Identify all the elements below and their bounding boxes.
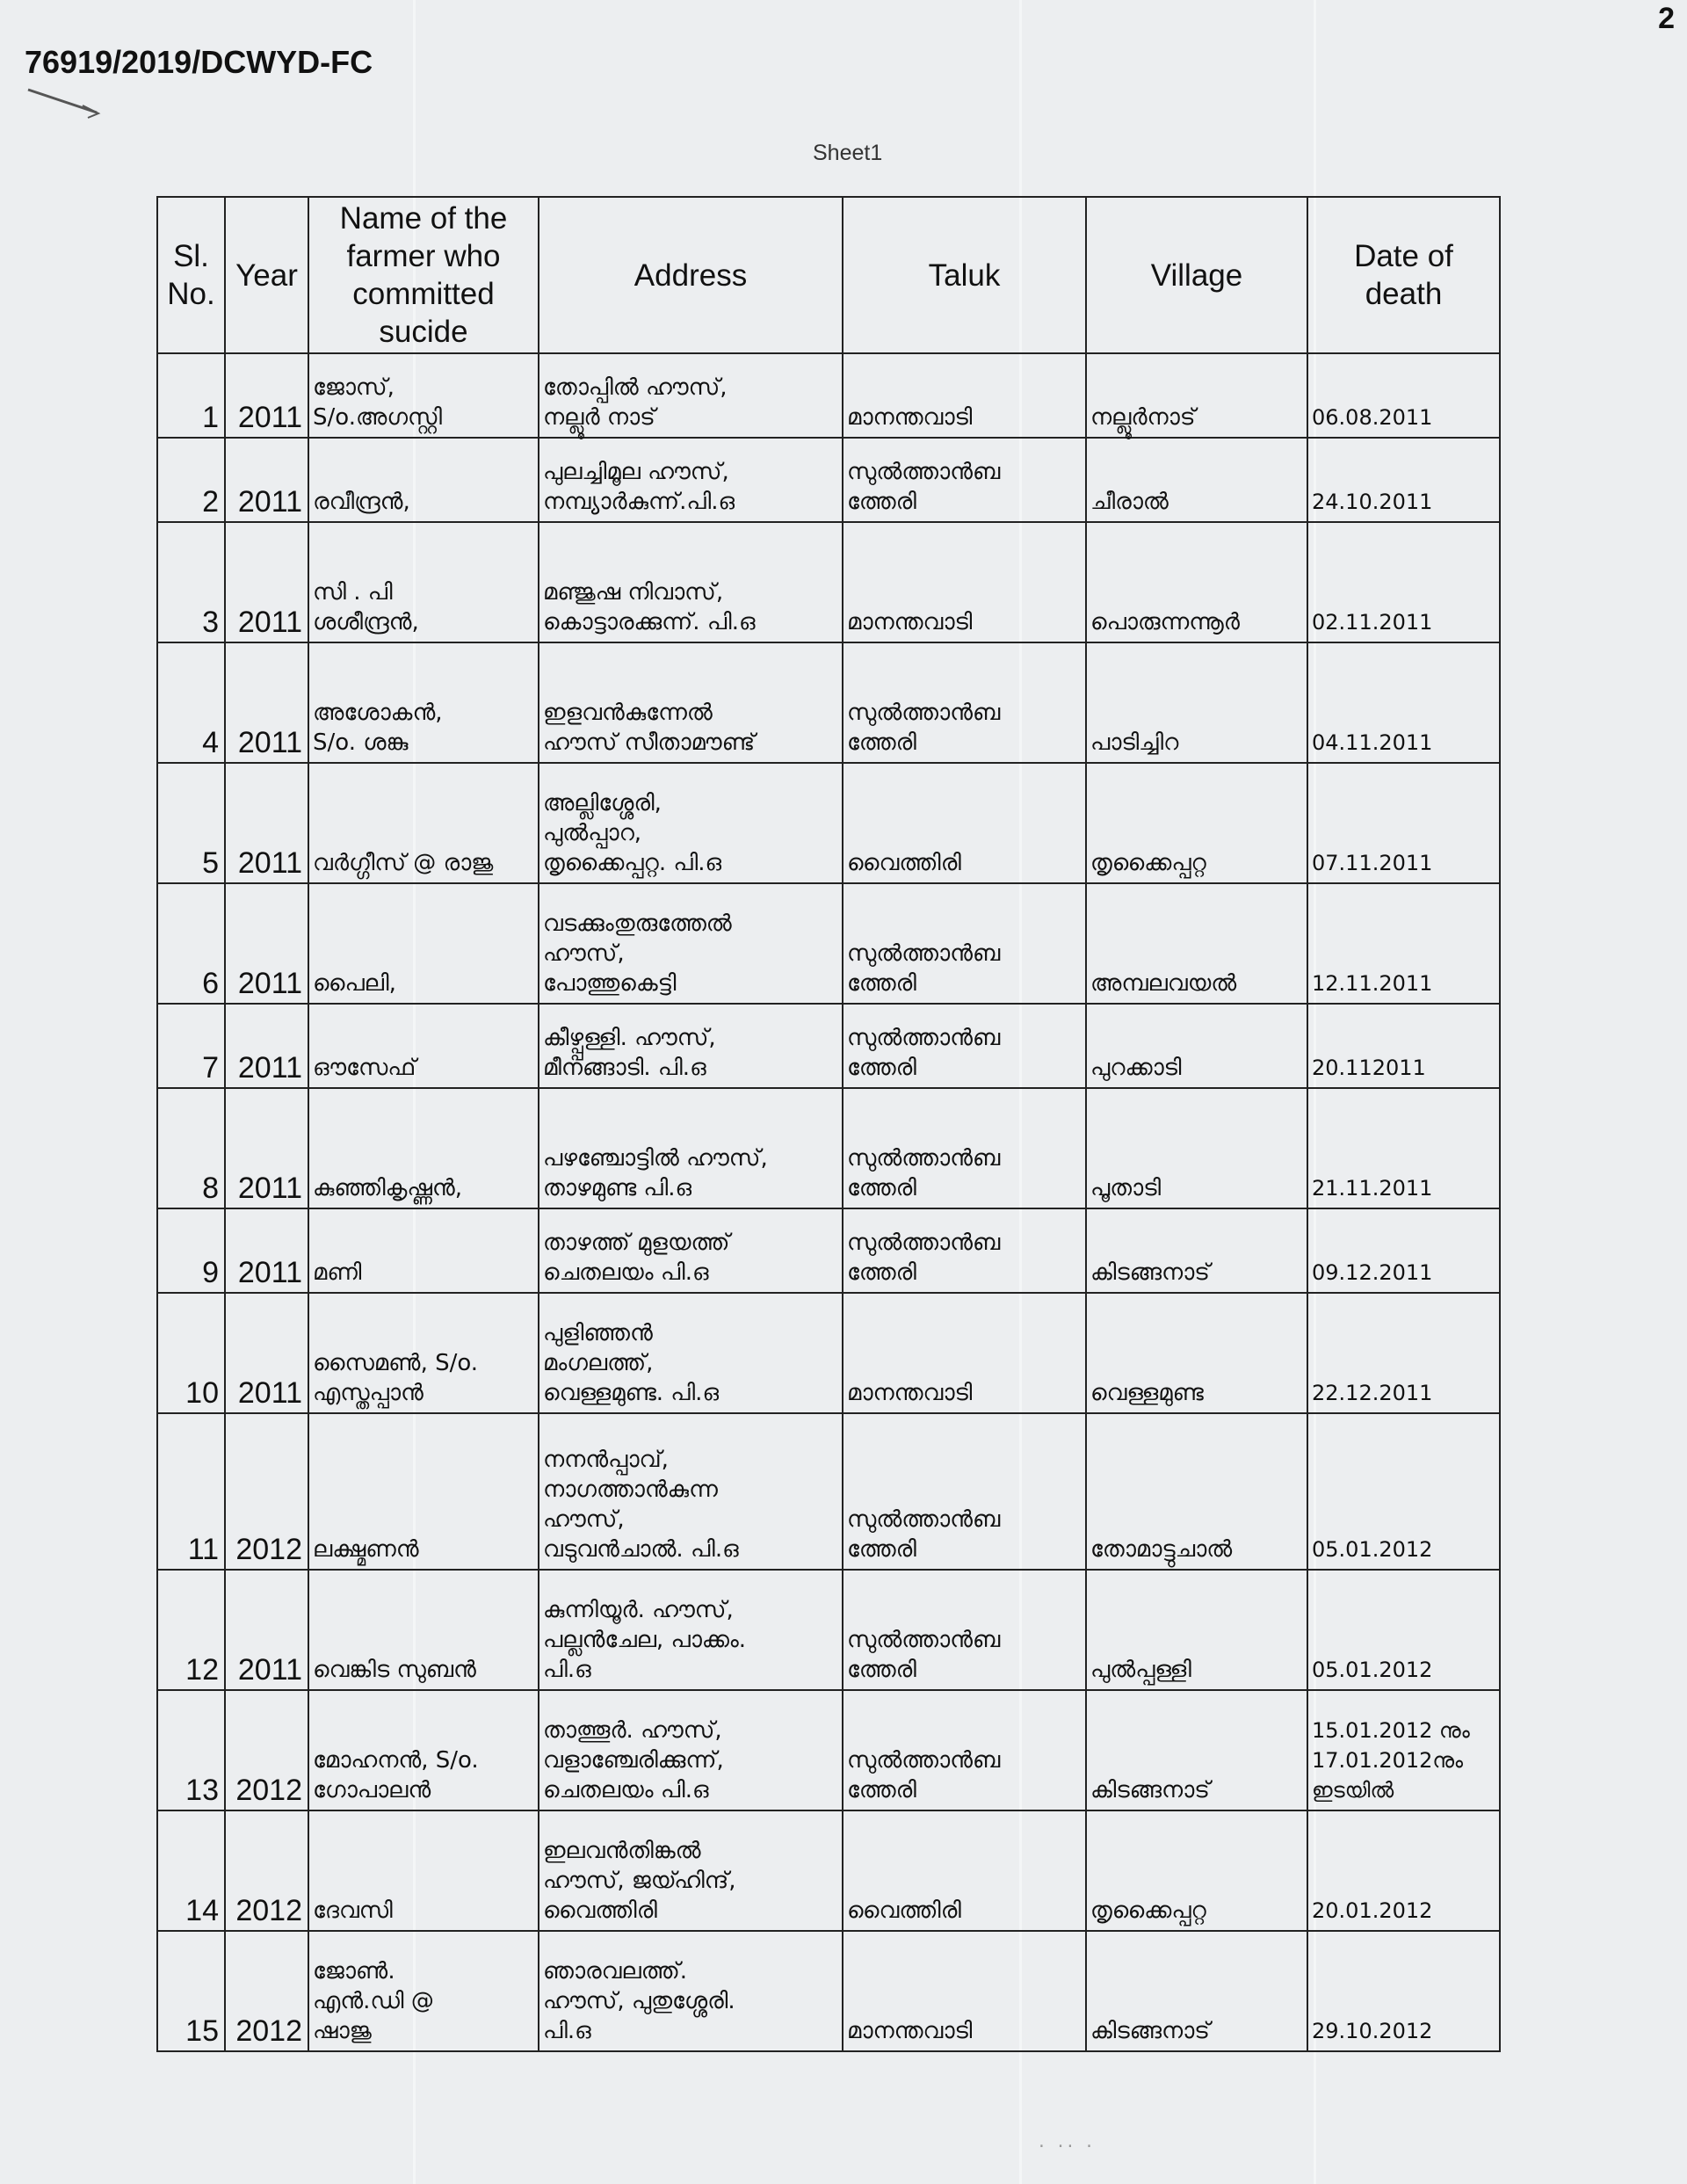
- date-of-death-text: 21.11.2011: [1312, 1176, 1433, 1201]
- year-text: 2011: [237, 1376, 302, 1410]
- column-header-address: Address: [539, 197, 843, 353]
- cell-taluk: [843, 1690, 1086, 1810]
- cell-date-of-death: [1307, 353, 1500, 438]
- taluk-text: സുൽത്താൻബ ത്തേരി: [847, 1627, 1001, 1683]
- address-text: താഴത്ത് മുളയത്ത് ചെതലയം പി.ഒ: [543, 1230, 730, 1286]
- cell-farmer-name: [308, 522, 539, 642]
- cell-taluk: [843, 883, 1086, 1004]
- table-row: [157, 883, 1500, 1004]
- farmer-name-text: ലക്ഷ്മണൻ: [313, 1536, 419, 1563]
- column-header-sl-no: Sl. No.: [157, 197, 225, 353]
- year-text: 2011: [237, 606, 302, 639]
- village-text: പൊരുന്നന്നൂർ: [1090, 609, 1240, 635]
- village-text: തൃക്കൈപ്പറ്റ: [1090, 850, 1206, 876]
- cell-taluk: [843, 1810, 1086, 1931]
- cell-address: [539, 1690, 843, 1810]
- cell-date-of-death: [1307, 883, 1500, 1004]
- cell-sl-no: [157, 1931, 225, 2051]
- sl-no-text: 11: [187, 1533, 219, 1566]
- taluk-text: സുൽത്താൻബ ത്തേരി: [847, 700, 1001, 756]
- cell-date-of-death: [1307, 642, 1500, 763]
- cell-village: [1086, 1208, 1307, 1293]
- cell-taluk: [843, 1004, 1086, 1088]
- year-text: 2012: [235, 2014, 302, 2048]
- cell-farmer-name: [308, 353, 539, 438]
- farmer-name-text: പൈലി,: [313, 970, 396, 997]
- cell-village: [1086, 1004, 1307, 1088]
- taluk-text: സുൽത്താൻബ ത്തേരി: [847, 1025, 1001, 1081]
- cell-date-of-death: [1307, 1570, 1500, 1690]
- table-row: [157, 1570, 1500, 1690]
- farmer-name-text: മണി: [313, 1259, 362, 1286]
- cell-date-of-death: [1307, 522, 1500, 642]
- cell-sl-no: [157, 642, 225, 763]
- cell-date-of-death: [1307, 1810, 1500, 1931]
- farmer-suicide-table: [156, 196, 1501, 2052]
- cell-sl-no: [157, 1088, 225, 1208]
- date-of-death-text: 29.10.2012: [1312, 2019, 1433, 2043]
- address-text: പഴഞ്ചോട്ടിൽ ഹൗസ്, താഴമുണ്ട പി.ഒ: [543, 1145, 768, 1201]
- cell-date-of-death: [1307, 1293, 1500, 1413]
- address-text: കീഴ്പ്പള്ളി. ഹൗസ്, മീനങ്ങാടി. പി.ഒ: [543, 1025, 716, 1081]
- address-text: നനൻപ്പാവ്, നാഗത്താൻകുന്ന ഹൗസ്, വടുവൻചാൽ. പി.ഒ: [543, 1447, 739, 1563]
- address-text: ഞാരവലത്ത്. ഹൗസ്, പുതുശ്ശേരി. പി.ഒ: [543, 1958, 735, 2044]
- cell-year: [225, 353, 308, 438]
- sl-no-text: 7: [202, 1051, 219, 1085]
- taluk-text: മാനന്തവാടി: [847, 2018, 973, 2044]
- farmer-name-text: മോഹനൻ, S/o. ഗോപാലൻ: [313, 1747, 479, 1803]
- table-row: [157, 1413, 1500, 1570]
- cell-taluk: [843, 763, 1086, 883]
- cell-farmer-name: [308, 1088, 539, 1208]
- cell-year: [225, 883, 308, 1004]
- cell-year: [225, 1004, 308, 1088]
- village-text: ചീരാൽ: [1090, 489, 1169, 515]
- cell-sl-no: [157, 1413, 225, 1570]
- table-row: [157, 522, 1500, 642]
- cell-taluk: [843, 522, 1086, 642]
- cell-address: [539, 883, 843, 1004]
- column-header-village: Village: [1086, 197, 1307, 353]
- cell-farmer-name: [308, 438, 539, 522]
- sl-no-text: 14: [185, 1894, 219, 1927]
- cell-date-of-death: [1307, 1931, 1500, 2051]
- cell-village: [1086, 438, 1307, 522]
- page-number: 2: [1658, 2, 1675, 35]
- cell-date-of-death: [1307, 1004, 1500, 1088]
- cell-sl-no: [157, 763, 225, 883]
- farmer-name-text: വർഗ്ഗീസ് @ രാജു: [313, 850, 494, 876]
- date-of-death-text: 07.11.2011: [1312, 851, 1433, 875]
- village-text: കിടങ്ങനാട്: [1090, 1777, 1210, 1803]
- cell-village: [1086, 522, 1307, 642]
- taluk-text: സുൽത്താൻബ ത്തേരി: [847, 1145, 1001, 1201]
- cell-sl-no: [157, 1004, 225, 1088]
- cell-year: [225, 1690, 308, 1810]
- village-text: തൃക്കൈപ്പറ്റ: [1090, 1897, 1206, 1924]
- year-text: 2012: [235, 1774, 302, 1807]
- cell-farmer-name: [308, 883, 539, 1004]
- cell-sl-no: [157, 1690, 225, 1810]
- farmer-name-text: ജോസ്, S/o.അഗസ്റ്റി: [313, 374, 442, 431]
- table-row: [157, 1690, 1500, 1810]
- cell-date-of-death: [1307, 1413, 1500, 1570]
- address-text: ഇളവൻകുന്നേൽ ഹൗസ് സീതാമൗണ്ട്: [543, 700, 756, 756]
- village-text: തോമാട്ടുചാൽ: [1090, 1536, 1233, 1563]
- cell-village: [1086, 1293, 1307, 1413]
- village-text: കിടങ്ങനാട്: [1090, 1259, 1210, 1286]
- cell-address: [539, 1293, 843, 1413]
- cell-sl-no: [157, 522, 225, 642]
- cell-village: [1086, 1810, 1307, 1931]
- sl-no-text: 5: [202, 846, 219, 880]
- farmer-name-text: ദേവസി: [313, 1897, 393, 1924]
- cell-taluk: [843, 1931, 1086, 2051]
- year-text: 2012: [235, 1894, 302, 1927]
- table-row: [157, 642, 1500, 763]
- sl-no-text: 10: [185, 1376, 219, 1410]
- table-row: [157, 438, 1500, 522]
- sl-no-text: 1: [202, 401, 219, 434]
- taluk-text: വൈത്തിരി: [847, 850, 961, 876]
- cell-taluk: [843, 353, 1086, 438]
- village-text: പുറക്കാടി: [1090, 1055, 1182, 1081]
- cell-date-of-death: [1307, 1690, 1500, 1810]
- date-of-death-text: 05.01.2012: [1312, 1658, 1433, 1682]
- farmer-name-text: സി . പി ശശീന്ദ്രൻ,: [313, 579, 419, 635]
- year-text: 2011: [237, 485, 302, 519]
- year-text: 2011: [237, 967, 302, 1000]
- village-text: നല്ലൂർനാട്: [1090, 404, 1196, 431]
- cell-farmer-name: [308, 1293, 539, 1413]
- taluk-text: മാനന്തവാടി: [847, 609, 973, 635]
- cell-farmer-name: [308, 1931, 539, 2051]
- cell-year: [225, 1413, 308, 1570]
- arrow-icon: [26, 84, 105, 120]
- date-of-death-text: 09.12.2011: [1312, 1260, 1433, 1285]
- address-text: താത്തൂർ. ഹൗസ്, വളാഞ്ചേരിക്കുന്ന്, ചെതലയം പി.ഒ: [543, 1717, 724, 1803]
- address-text: പുലച്ചിമൂല ഹൗസ്, നമ്പ്യാർകുന്ന്.പി.ഒ: [543, 459, 735, 515]
- cell-taluk: [843, 1570, 1086, 1690]
- cell-farmer-name: [308, 763, 539, 883]
- cell-farmer-name: [308, 1004, 539, 1088]
- cell-farmer-name: [308, 1413, 539, 1570]
- date-of-death-text: 02.11.2011: [1312, 610, 1433, 635]
- sl-no-text: 2: [202, 485, 219, 519]
- table-row: [157, 1088, 1500, 1208]
- cell-sl-no: [157, 353, 225, 438]
- table-row: [157, 1293, 1500, 1413]
- taluk-text: സുൽത്താൻബ ത്തേരി: [847, 459, 1001, 515]
- village-text: വെള്ളമുണ്ട: [1090, 1380, 1204, 1406]
- date-of-death-text: 05.01.2012: [1312, 1537, 1433, 1562]
- date-of-death-text: 12.11.2011: [1312, 971, 1433, 996]
- taluk-text: മാനന്തവാടി: [847, 1380, 973, 1406]
- date-of-death-text: 04.11.2011: [1312, 730, 1433, 755]
- cell-address: [539, 1208, 843, 1293]
- cell-date-of-death: [1307, 763, 1500, 883]
- year-text: 2012: [235, 1533, 302, 1566]
- column-header-year: Year: [225, 197, 308, 353]
- cell-village: [1086, 1413, 1307, 1570]
- cell-year: [225, 1293, 308, 1413]
- farmer-name-text: ഔസേഫ്: [313, 1055, 416, 1081]
- sl-no-text: 4: [202, 726, 219, 759]
- date-of-death-text: 22.12.2011: [1312, 1381, 1433, 1405]
- cell-sl-no: [157, 1208, 225, 1293]
- cell-address: [539, 353, 843, 438]
- address-text: ഇലവൻതിങ്കൽ ഹൗസ്, ജയ്ഹിന്ദ്, വൈത്തിരി: [543, 1838, 736, 1924]
- cell-address: [539, 763, 843, 883]
- address-text: കുന്നിയൂർ. ഹൗസ്, പല്ലൻചേല, പാക്കം. പി.ഒ: [543, 1597, 747, 1683]
- cell-date-of-death: [1307, 438, 1500, 522]
- sheet-label: Sheet1: [813, 141, 883, 165]
- table-header-row: [157, 197, 1500, 353]
- taluk-text: മാനന്തവാടി: [847, 404, 973, 431]
- village-text: പൂതാടി: [1090, 1175, 1162, 1201]
- cell-year: [225, 642, 308, 763]
- cell-date-of-death: [1307, 1208, 1500, 1293]
- cell-year: [225, 763, 308, 883]
- address-text: മഞ്ജുഷ നിവാസ്, കൊട്ടാരക്കുന്ന്. പി.ഒ: [543, 579, 756, 635]
- farmer-name-text: സൈമൺ, S/o. എസ്തപ്പാൻ: [313, 1350, 479, 1406]
- taluk-text: സുൽത്താൻബ ത്തേരി: [847, 1230, 1001, 1286]
- address-text: വടക്കുംതുരുത്തേൽ ഹൗസ്, പോത്തുകെട്ടി: [543, 911, 732, 997]
- farmer-name-text: അശോകൻ, S/o. ശങ്കു: [313, 700, 443, 756]
- year-text: 2011: [237, 1653, 302, 1687]
- cell-sl-no: [157, 1810, 225, 1931]
- cell-address: [539, 438, 843, 522]
- cell-taluk: [843, 642, 1086, 763]
- year-text: 2011: [237, 1256, 302, 1289]
- cell-farmer-name: [308, 1810, 539, 1931]
- taluk-text: വൈത്തിരി: [847, 1897, 961, 1924]
- column-header-date-of-death: Date of death: [1307, 197, 1500, 353]
- address-text: തോപ്പിൽ ഹൗസ്, നല്ലൂർ നാട്: [543, 374, 728, 431]
- taluk-text: സുൽത്താൻബ ത്തേരി: [847, 940, 1001, 997]
- year-text: 2011: [237, 401, 302, 434]
- sl-no-text: 8: [202, 1172, 219, 1205]
- sl-no-text: 12: [185, 1653, 219, 1687]
- farmer-name-text: രവീന്ദ്രൻ,: [313, 489, 410, 515]
- column-header-name: Name of the farmer who committed sucide: [308, 197, 539, 353]
- cell-sl-no: [157, 438, 225, 522]
- table-row: [157, 1810, 1500, 1931]
- cell-year: [225, 1088, 308, 1208]
- cell-address: [539, 1413, 843, 1570]
- cell-taluk: [843, 1208, 1086, 1293]
- cell-year: [225, 1931, 308, 2051]
- cell-village: [1086, 1931, 1307, 2051]
- cell-date-of-death: [1307, 1088, 1500, 1208]
- farmer-name-text: വെങ്കിട സുബൻ: [313, 1657, 476, 1683]
- date-of-death-text: 20.01.2012: [1312, 1898, 1433, 1923]
- farmer-name-text: കുഞ്ഞികൃഷ്ണൻ,: [313, 1175, 462, 1201]
- cell-sl-no: [157, 883, 225, 1004]
- cell-address: [539, 1088, 843, 1208]
- cell-village: [1086, 883, 1307, 1004]
- date-of-death-text: 15.01.2012 നും 17.01.2012നും ഇടയിൽ: [1312, 1718, 1470, 1803]
- cell-village: [1086, 353, 1307, 438]
- village-text: അമ്പലവയൽ: [1090, 970, 1237, 997]
- village-text: പാടിച്ചിറ: [1090, 729, 1179, 756]
- date-of-death-text: 06.08.2011: [1312, 405, 1433, 430]
- date-of-death-text: 20.112011: [1312, 1056, 1426, 1080]
- cell-taluk: [843, 1293, 1086, 1413]
- cell-farmer-name: [308, 642, 539, 763]
- table-row: [157, 353, 1500, 438]
- cell-address: [539, 1810, 843, 1931]
- cell-farmer-name: [308, 1570, 539, 1690]
- farmer-name-text: ജോൺ. എൻ.ഡി @ ഷാജു: [313, 1958, 434, 2044]
- taluk-text: സുൽത്താൻബ ത്തേരി: [847, 1506, 1001, 1563]
- year-text: 2011: [237, 1051, 302, 1085]
- cell-village: [1086, 1570, 1307, 1690]
- year-text: 2011: [237, 726, 302, 759]
- address-text: പുളിഞ്ഞൻ മംഗലത്ത്, വെള്ളമുണ്ട. പി.ഒ: [543, 1320, 720, 1406]
- cell-village: [1086, 642, 1307, 763]
- cell-year: [225, 1208, 308, 1293]
- year-text: 2011: [237, 846, 302, 880]
- cell-address: [539, 1004, 843, 1088]
- sl-no-text: 6: [202, 967, 219, 1000]
- cell-farmer-name: [308, 1690, 539, 1810]
- cell-sl-no: [157, 1293, 225, 1413]
- table-row: [157, 1004, 1500, 1088]
- sl-no-text: 3: [202, 606, 219, 639]
- cell-taluk: [843, 1413, 1086, 1570]
- village-text: പുൽപ്പള്ളി: [1090, 1657, 1191, 1683]
- cell-address: [539, 1931, 843, 2051]
- scan-mark: · ·· ·: [1037, 2137, 1095, 2156]
- table-row: [157, 1208, 1500, 1293]
- address-text: അല്ലിശ്ശേരി, പുൽപ്പാറ, തൃക്കൈപ്പറ്റ. പി.ഒ: [543, 790, 722, 876]
- cell-year: [225, 438, 308, 522]
- date-of-death-text: 24.10.2011: [1312, 490, 1433, 514]
- sl-no-text: 13: [185, 1774, 219, 1807]
- cell-year: [225, 522, 308, 642]
- cell-farmer-name: [308, 1208, 539, 1293]
- cell-sl-no: [157, 1570, 225, 1690]
- village-text: കിടങ്ങനാട്: [1090, 2018, 1210, 2044]
- cell-village: [1086, 763, 1307, 883]
- taluk-text: സുൽത്താൻബ ത്തേരി: [847, 1747, 1001, 1803]
- sl-no-text: 9: [202, 1256, 219, 1289]
- document-reference: 76919/2019/DCWYD-FC: [25, 44, 373, 80]
- year-text: 2011: [237, 1172, 302, 1205]
- cell-year: [225, 1810, 308, 1931]
- cell-address: [539, 642, 843, 763]
- cell-village: [1086, 1690, 1307, 1810]
- cell-address: [539, 522, 843, 642]
- cell-taluk: [843, 438, 1086, 522]
- cell-village: [1086, 1088, 1307, 1208]
- sl-no-text: 15: [185, 2014, 219, 2048]
- column-header-taluk: Taluk: [843, 197, 1086, 353]
- table-row: [157, 1931, 1500, 2051]
- table-row: [157, 763, 1500, 883]
- cell-year: [225, 1570, 308, 1690]
- cell-taluk: [843, 1088, 1086, 1208]
- cell-address: [539, 1570, 843, 1690]
